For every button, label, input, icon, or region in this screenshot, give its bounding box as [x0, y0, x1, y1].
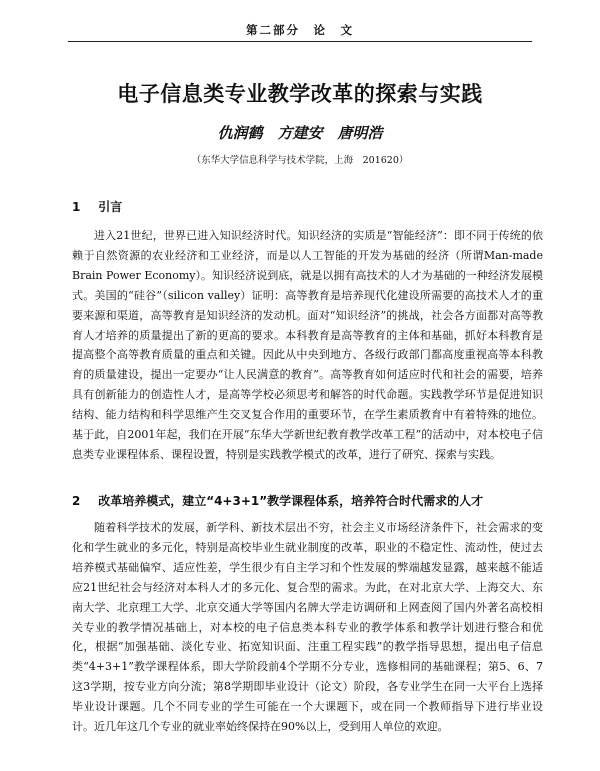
article-affiliation: （东华大学信息科学与技术学院，上海 201620）: [191, 155, 409, 166]
section-heading-1: [72, 198, 543, 215]
section-heading-text: 引言: [98, 200, 123, 214]
paragraph: 进入21世纪，世界已进入知识经济时代。知识经济的实质是“智能经济”：即不同于传统的依赖于自然资源的农业经济和工业经济，而是以人工智能的开发为基础的经济（所谓Man-made Brain Power Economy）。知识经济说到底，就是以拥有高技术的人才为基础的一种经济发展模式。美国的“硅谷”（silicon valley）证明：高等教育是培养现代化建设所需要的高技术人才的重要来源和渠道，高等教育是知识经济的发动机。面对“知识经济”的挑战，社会各方面都对高等教育人才培养的质量提出了新的更高的要求。本科教育是高等教育的主体和基础，抓好本科教育是提高整个高等教育质量的重点和关键。因此从中央到地方、各级行政部门都高度重视高等本科教育的质量建设，提出一定要办“让人民满意的教育”。高等教育如何适应时代和社会的需要，培养具有创新能力的创造性人才，是高等学校必须思考和解答的时代命题。实践教学环节是促进知识结构、能力结构和科学思维产生交叉复合作用的重要环节，在学生素质教育中有着特殊的地位。基于此，自2001年起，我们在开展“东华大学新世纪教育教学改革工程”的活动中，对本校电子信息类专业课程体系、课程设置，特别是实践教学模式的改革，进行了研究、探索与实践。: [72, 229, 543, 461]
running-header: [0, 22, 600, 42]
section-heading-text: 改革培养模式，建立“4+3+1”教学课程体系，培养符合时代需求的人才: [98, 494, 484, 508]
section-label: 第二部分 论 文: [246, 23, 354, 37]
section-2-body: [72, 518, 543, 737]
article-title: 电子信息类专业教学改革的探索与实践: [117, 82, 483, 106]
article-authors: 仇润鹤 方建安 唐明浩: [217, 124, 383, 142]
header-rule: [68, 41, 532, 42]
section-heading-2: [72, 492, 543, 509]
section-1-body: [72, 226, 543, 465]
section-number: 1: [72, 200, 81, 214]
paragraph: 随着科学技术的发展，新学科、新技术层出不穷，社会主义市场经济条件下，社会需求的变化和学生就业的多元化，特别是高校毕业生就业制度的改革，职业的不稳定性、流动性，使过去培养模式基础偏窄、适应性差，学生很少有自主学习和个性发展的弊端越发显露，越来越不能适应21世纪社会与经济对本科人才的多元化、复合型的需求。为此，在对北京大学、上海交大、东南大学、北京理工大学、北京交通大学等国内名牌大学走访调研和上网查阅了国内外著名高校相关专业的教学情况基础上，对本校的电子信息类本科专业的教学体系和教学计划进行整合和优化，根据“加强基础、淡化专业、拓宽知识面、注重工程实践”的教学指导思想，提出电子信息类“4+3+1”教学课程体系，即大学阶段前4个学期不分专业，选修相同的基础课程；第5、6、7这3学期，按专业方向分流；第8学期即毕业设计（论文）阶段，各专业学生在同一大平台上选择毕业设计课题。几个不同专业的学生可能在一个大课题下，或在同一个教师指导下进行毕业设计。近几年这几个专业的就业率始终保持在90%以上，受到用人单位的欢迎。: [72, 521, 543, 734]
section-number: 2: [72, 494, 81, 508]
